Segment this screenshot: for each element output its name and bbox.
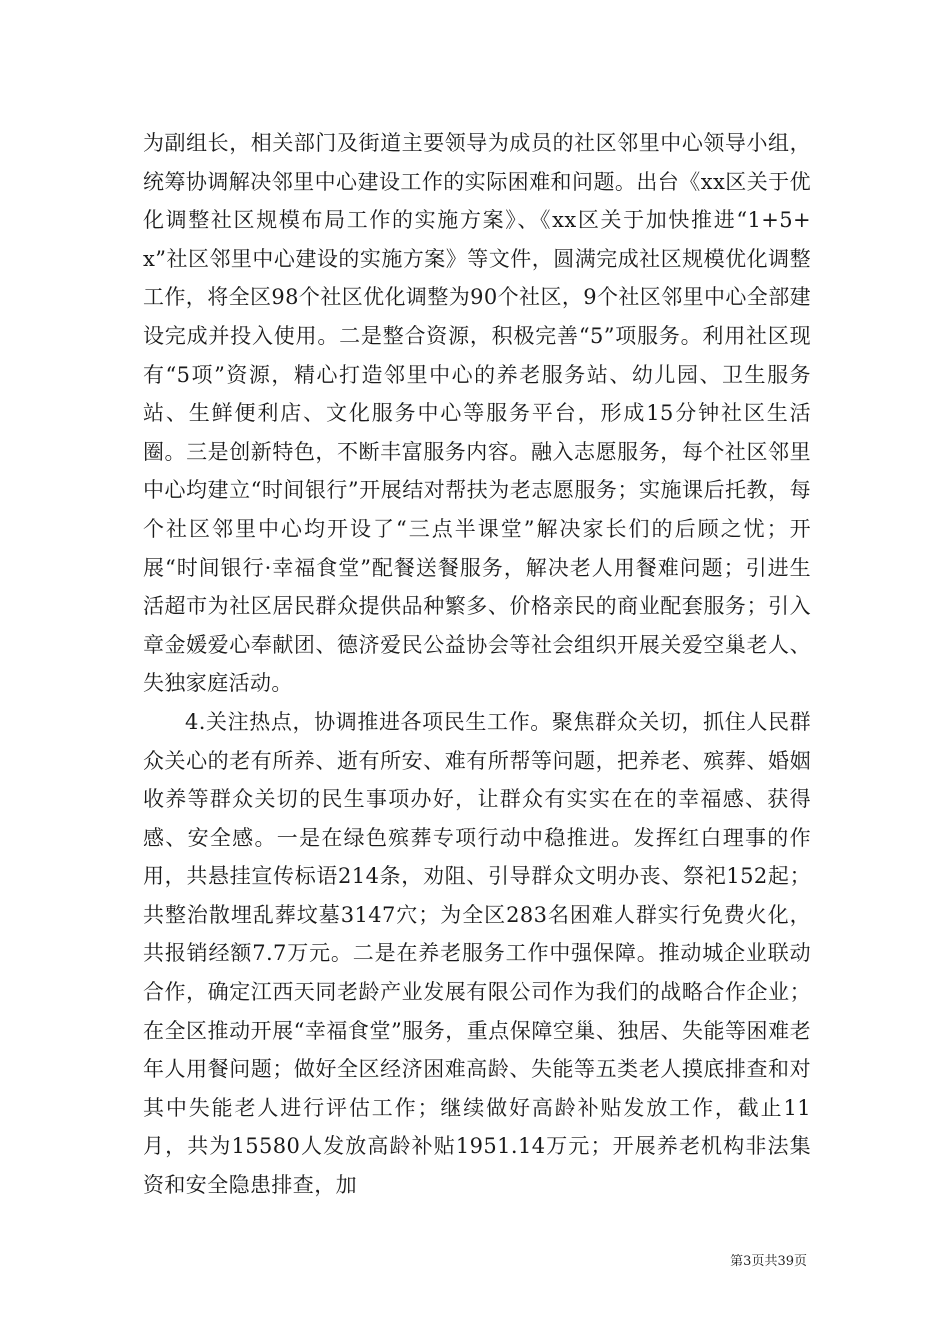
paragraph-1: 为副组长，相关部门及街道主要领导为成员的社区邻里中心领导小组，统筹协调解决邻里中心建设工作的实际困难和问题。出台《xx区关于优化调整社区规模布局工作的实施方案》、《xx区关于加快推进“1+5+x”社区邻里中心建设的实施方案》等文件，圆满完成社区规模优化调整工作，将全区98个社区优化调整为90个社区，9个社区邻里中心全部建设完成并投入使用。二是整合资源，积极完善“5”项服务。利用社区现有“5项”资源，精心打造邻里中心的养老服务站、幼儿园、卫生服务站、生鲜便利店、文化服务中心等服务平台，形成15分钟社区生活圈。三是创新特色，不断丰富服务内容。融入志愿服务，每个社区邻里中心均建立“时间银行”开展结对帮扶为老志愿服务；实施课后托教，每个社区邻里中心均开设了“三点半课堂”解决家长们的后顾之忧；开展“时间银行·幸福食堂”配餐送餐服务，解决老人用餐难问题；引进生活超市为社区居民群众提供品种繁多、价格亲民的商业配套服务；引入章金媛爱心奉献团、德济爱民公益协会等社会组织开展关爱空巢老人、失独家庭活动。 xyxy=(143,131,812,696)
document-body xyxy=(143,124,811,1205)
page-footer: 第3页共39页 xyxy=(730,1254,807,1269)
paragraph-2: 4.关注热点，协调推进各项民生工作。聚焦群众关切，抓住人民群众关心的老有所养、逝有所安、难有所帮等问题，把养老、殡葬、婚姻收养等群众关切的民生事项办好，让群众有实实在在的幸福感、获得感、安全感。一是在绿色殡葬专项行动中稳推进。发挥红白理事的作用，共悬挂宣传标语214条，劝阻、引导群众文明办丧、祭祀152起；共整治散埋乱葬坟墓3147穴；为全区283名困难人群实行免费火化，共报销经额7.7万元。二是在养老服务工作中强保障。推动城企业联动合作，确定江西天同老龄产业发展有限公司作为我们的战略合作企业；在全区推动开展“幸福食堂”服务，重点保障空巢、独居、失能等困难老年人用餐问题；做好全区经济困难高龄、失能等五类老人摸底排查和对其中失能老人进行评估工作；继续做好高龄补贴发放工作，截止11月，共为15580人发放高龄补贴1951.14万元；开展养老机构非法集资和安全隐患排查，加 xyxy=(143,709,811,1198)
